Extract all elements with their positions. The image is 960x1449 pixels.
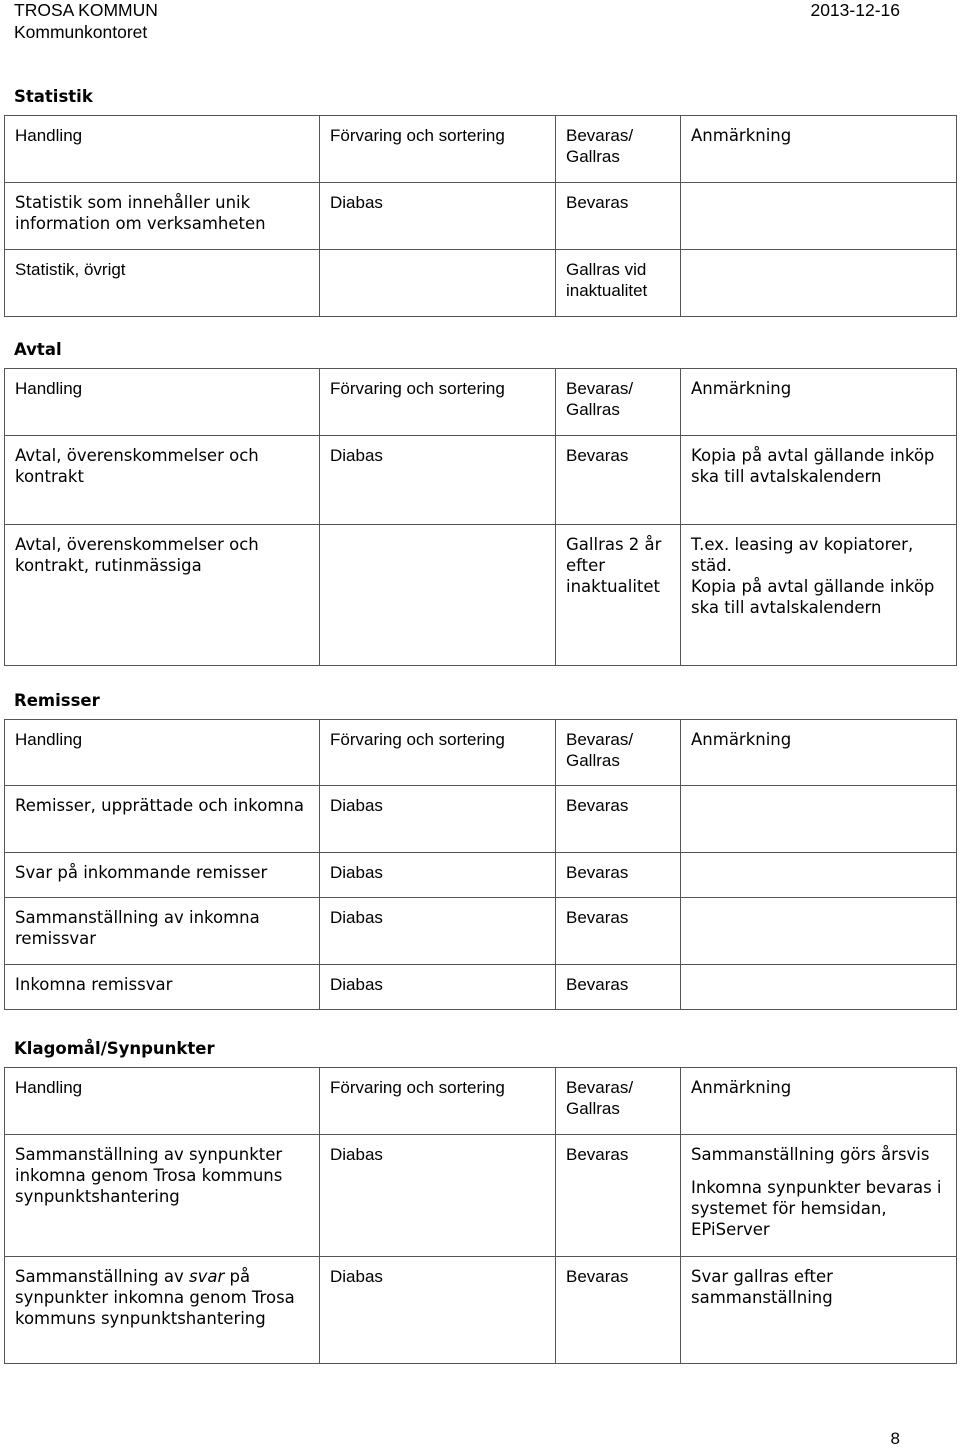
section-title-klagomal: Klagomål/Synpunkter: [14, 1039, 215, 1058]
cell-handling: Sammanställning av synpunkter inkomna genom Trosa kommuns synpunktshantering: [5, 1135, 320, 1257]
handling-text: på synpunkter inkomna genom Trosa kommuns synpunktshantering: [15, 1267, 295, 1328]
cell-anmarkning: Kopia på avtal gällande inköp ska till avtalskalendern: [681, 436, 957, 525]
cell-anmarkning: Svar gallras efter sammanställning: [681, 1257, 957, 1364]
table-header-row: [5, 116, 957, 183]
cell-bevaras: Bevaras: [556, 183, 681, 250]
table-row: [5, 786, 957, 853]
table-row: [5, 525, 957, 666]
note-text: Sammanställning görs årsvis: [691, 1145, 930, 1164]
section-title-statistik: Statistik: [14, 87, 93, 106]
column-header-anmarkning: Anmärkning: [681, 369, 957, 436]
cell-handling: Avtal, överenskommelser och kontrakt: [5, 436, 320, 525]
organization-name: TROSA KOMMUN: [14, 0, 158, 20]
cell-anmarkning: [681, 898, 957, 965]
handling-text: Sammanställning av: [15, 1267, 189, 1286]
table-row: [5, 1135, 957, 1257]
table-header-row: [5, 1068, 957, 1135]
column-header-bevaras: Bevaras/ Gallras: [556, 720, 681, 786]
note-text: T.ex. leasing av kopiatorer, städ.: [691, 535, 914, 575]
cell-forvaring: Diabas: [320, 898, 556, 965]
office-name: Kommunkontoret: [14, 22, 148, 42]
cell-anmarkning: [681, 1135, 957, 1257]
page-number: 8: [890, 1429, 900, 1448]
cell-anmarkning: [681, 525, 957, 666]
cell-handling: Svar på inkommande remisser: [5, 853, 320, 898]
section-title-avtal: Avtal: [14, 340, 62, 359]
note-text: Kopia på avtal gällande inköp ska till avtalskalendern: [691, 577, 935, 617]
table-row: [5, 1257, 957, 1364]
table-header-row: [5, 720, 957, 786]
cell-anmarkning: [681, 965, 957, 1010]
cell-handling: [5, 1257, 320, 1364]
note-text: Inkomna synpunkter bevaras i systemet för hemsidan, EPiServer: [691, 1178, 942, 1239]
column-header-forvaring: Förvaring och sortering: [320, 116, 556, 183]
document-date: 2013-12-16: [810, 0, 900, 20]
cell-bevaras: Bevaras: [556, 786, 681, 853]
cell-forvaring: Diabas: [320, 965, 556, 1010]
table-row: [5, 183, 957, 250]
cell-forvaring: Diabas: [320, 853, 556, 898]
cell-handling: Statistik, övrigt: [5, 250, 320, 317]
column-header-anmarkning: Anmärkning: [681, 1068, 957, 1135]
cell-bevaras: Bevaras: [556, 853, 681, 898]
cell-forvaring: Diabas: [320, 1135, 556, 1257]
column-header-handling: Handling: [5, 116, 320, 183]
cell-bevaras: Bevaras: [556, 965, 681, 1010]
table-row: [5, 965, 957, 1010]
column-header-bevaras: Bevaras/ Gallras: [556, 1068, 681, 1135]
table-row: [5, 898, 957, 965]
cell-handling: Statistik som innehåller unik information om verksamheten: [5, 183, 320, 250]
cell-handling: Sammanställning av inkomna remissvar: [5, 898, 320, 965]
cell-anmarkning: [681, 250, 957, 317]
cell-forvaring: Diabas: [320, 183, 556, 250]
cell-forvaring: Diabas: [320, 1257, 556, 1364]
column-header-forvaring: Förvaring och sortering: [320, 1068, 556, 1135]
table-remisser: [4, 719, 957, 1010]
cell-bevaras: Bevaras: [556, 1135, 681, 1257]
column-header-forvaring: Förvaring och sortering: [320, 720, 556, 786]
cell-handling: Remisser, upprättade och inkomna: [5, 786, 320, 853]
table-klagomal: [4, 1067, 957, 1364]
table-avtal: [4, 368, 957, 666]
table-row: [5, 853, 957, 898]
cell-handling: Avtal, överenskommelser och kontrakt, rutinmässiga: [5, 525, 320, 666]
cell-bevaras: Bevaras: [556, 436, 681, 525]
table-header-row: [5, 369, 957, 436]
cell-handling: Inkomna remissvar: [5, 965, 320, 1010]
cell-forvaring: [320, 525, 556, 666]
cell-forvaring: Diabas: [320, 436, 556, 525]
column-header-forvaring: Förvaring och sortering: [320, 369, 556, 436]
column-header-anmarkning: Anmärkning: [681, 116, 957, 183]
cell-forvaring: [320, 250, 556, 317]
handling-emphasis: svar: [188, 1267, 225, 1286]
section-title-remisser: Remisser: [14, 691, 100, 710]
page-header: [14, 0, 900, 44]
cell-bevaras: Gallras 2 år efter inaktualitet: [556, 525, 681, 666]
cell-bevaras: Bevaras: [556, 1257, 681, 1364]
column-header-handling: Handling: [5, 369, 320, 436]
column-header-anmarkning: Anmärkning: [681, 720, 957, 786]
cell-bevaras: Gallras vid inaktualitet: [556, 250, 681, 317]
column-header-handling: Handling: [5, 1068, 320, 1135]
table-statistik: [4, 115, 957, 317]
column-header-bevaras: Bevaras/ Gallras: [556, 116, 681, 183]
cell-anmarkning: [681, 786, 957, 853]
cell-forvaring: Diabas: [320, 786, 556, 853]
table-row: [5, 436, 957, 525]
column-header-handling: Handling: [5, 720, 320, 786]
cell-anmarkning: [681, 183, 957, 250]
cell-anmarkning: [681, 853, 957, 898]
cell-bevaras: Bevaras: [556, 898, 681, 965]
table-row: [5, 250, 957, 317]
column-header-bevaras: Bevaras/ Gallras: [556, 369, 681, 436]
